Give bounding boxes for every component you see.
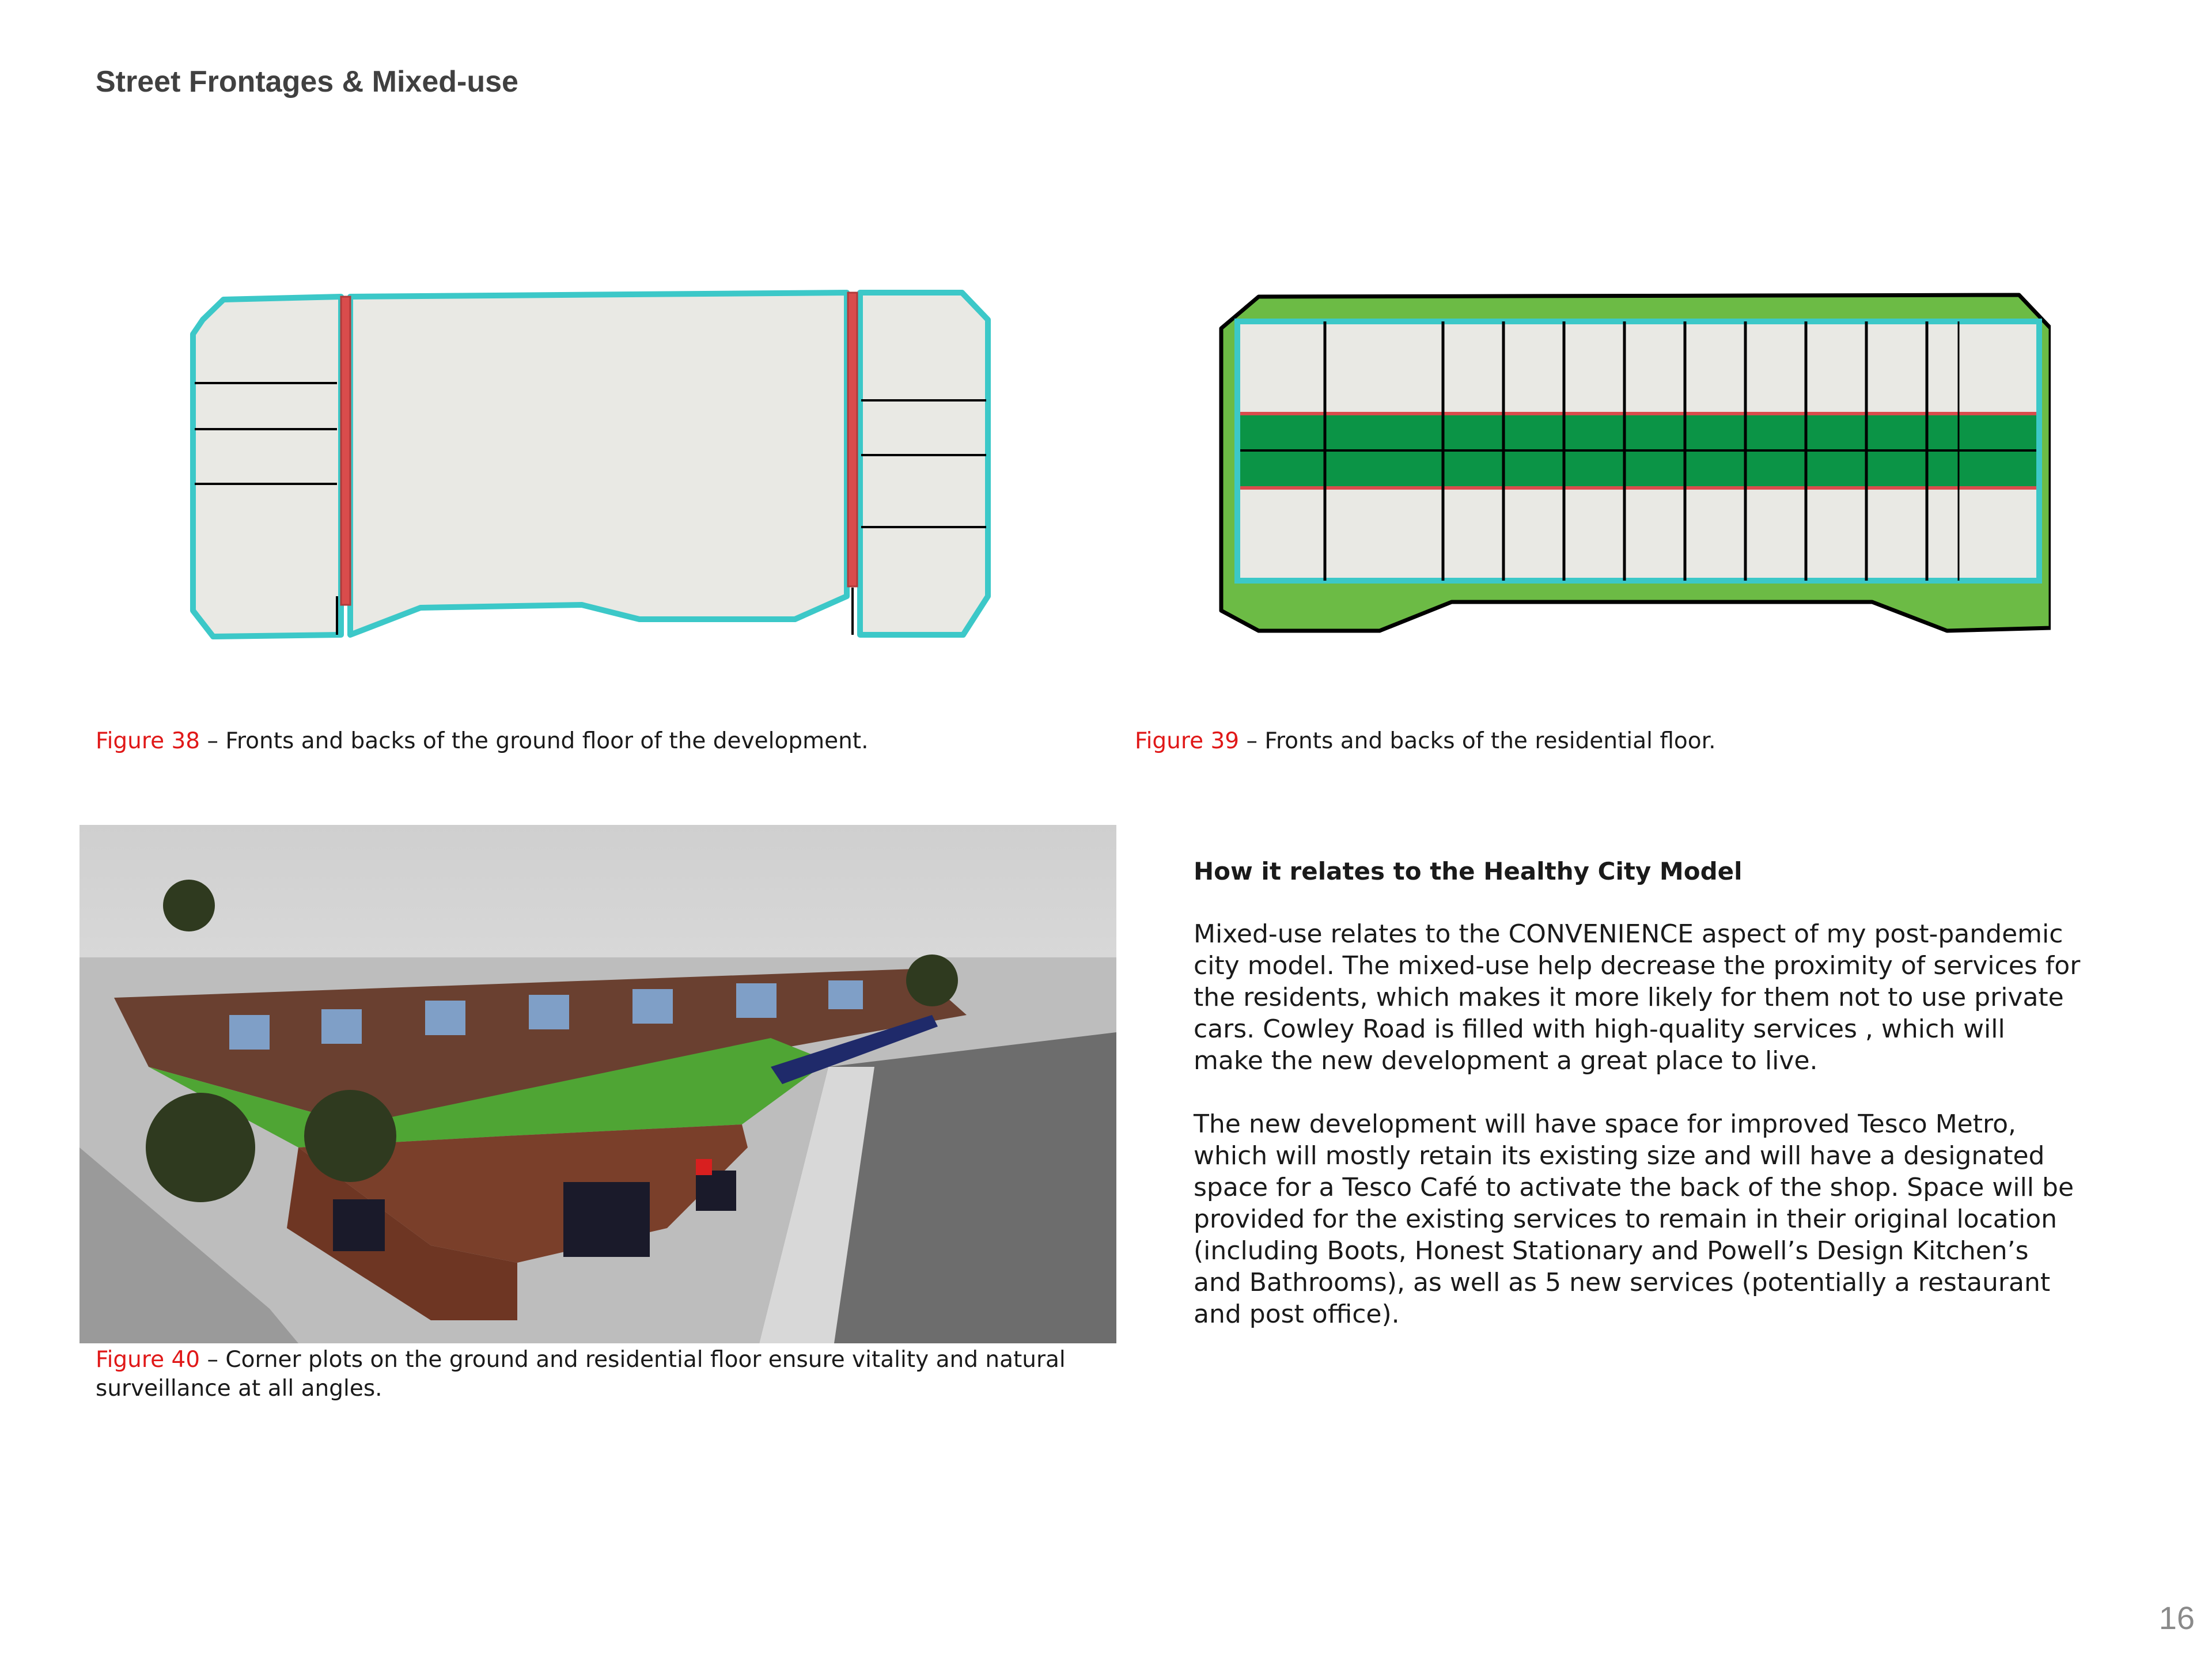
figure-40-text: – Corner plots on the ground and residential floor ensure vitality and natural surveillance at all angles. bbox=[96, 1347, 1066, 1402]
healthy-city-paragraph-1: Mixed-use relates to the CONVENIENCE aspect of my post-pandemic city model. The mixed-use help decrease the proximity of services for the residents, which makes it more likely for them not to use private cars. Cowley Road is filled with high-quality services , which will make the new development a great place to live. bbox=[1194, 919, 2081, 1075]
development-render-image bbox=[79, 825, 1116, 1343]
figure-38-text: – Fronts and backs of the ground floor of the development. bbox=[200, 728, 869, 754]
residential-floor-plan bbox=[1210, 282, 2051, 651]
figure-38-number: Figure 38 bbox=[96, 728, 200, 754]
figure-40-caption bbox=[96, 1346, 1109, 1403]
figure-39-caption bbox=[1135, 727, 2172, 756]
healthy-city-body bbox=[1194, 918, 2081, 1362]
figure-39-number: Figure 39 bbox=[1135, 728, 1240, 754]
figure-40-number: Figure 40 bbox=[96, 1347, 200, 1373]
ground-floor-plan bbox=[190, 282, 1020, 651]
page-title: Street Frontages & Mixed-use bbox=[96, 65, 518, 99]
page-number: 16 bbox=[2158, 1600, 2195, 1636]
figure-38-caption bbox=[96, 727, 1132, 756]
figure-39-text: – Fronts and backs of the residential floor. bbox=[1239, 728, 1716, 754]
healthy-city-paragraph-2: The new development will have space for improved Tesco Metro, which will mostly retain its existing size and will have a designated space for a Tesco Café to activate the back of the shop. Space will be provided for the existing services to remain in their original location (including Boots, Honest Stationary and Powell’s Design Kitchen’s and Bathrooms), as well as 5 new services (potentially a restaurant and post office). bbox=[1194, 1109, 2074, 1329]
healthy-city-heading: How it relates to the Healthy City Model bbox=[1194, 857, 1743, 885]
